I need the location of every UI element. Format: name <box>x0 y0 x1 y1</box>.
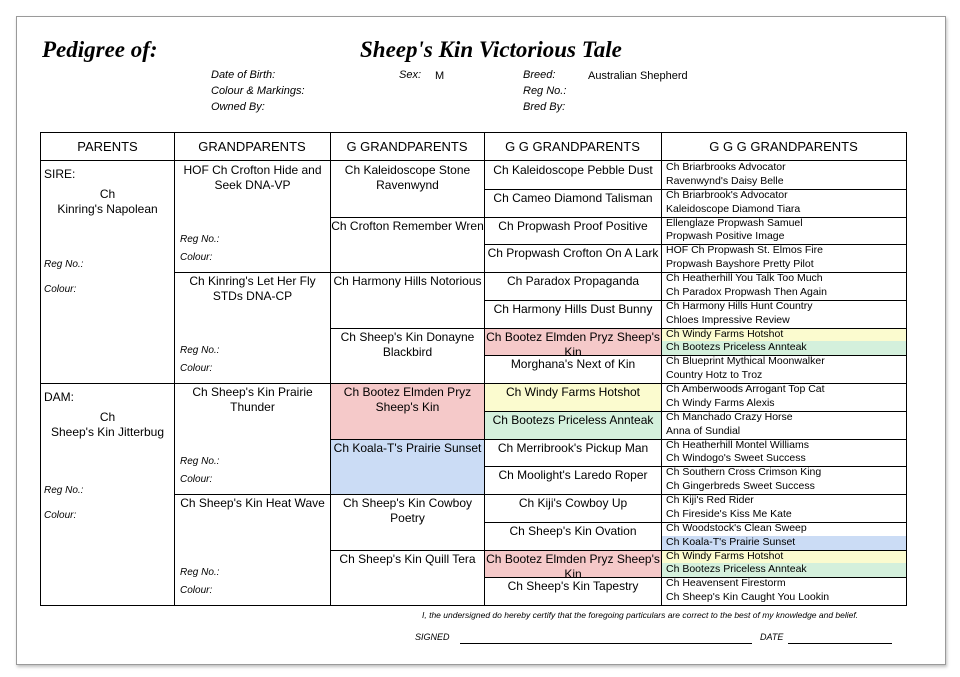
ggg-grandparent-cell: Propwash Positive Image <box>666 230 785 243</box>
grandparent-colour-label: Colour: <box>180 474 213 485</box>
dam-label: DAM: <box>44 390 74 404</box>
sex-value: M <box>435 70 445 82</box>
row-divider <box>330 383 484 384</box>
row-divider <box>661 466 906 467</box>
ggg-grandparent-cell: Ch Bootezs Priceless Annteak <box>662 341 906 355</box>
ggg-grandparent-cell: Ch Heavensent Firestorm <box>666 577 786 590</box>
ggg-grandparent-cell: Ch Windogo's Sweet Success <box>666 452 806 465</box>
dam-name: Sheep's Kin Jitterbug <box>50 425 165 439</box>
sire-entry <box>41 187 174 217</box>
row-divider <box>661 411 906 412</box>
row-divider <box>41 383 174 384</box>
ggg-grandparent-cell: Anna of Sundial <box>666 424 741 437</box>
sire-colour-label: Colour: <box>44 284 77 295</box>
gg-grandparent-cell: Ch Sheep's Kin Tapestry <box>507 579 639 594</box>
ggg-grandparent-cell: Ellenglaze Propwash Samuel <box>666 216 803 229</box>
row-divider <box>484 189 661 190</box>
row-divider <box>661 550 906 551</box>
ggg-grandparent-cell: Ch Blueprint Mythical Moonwalker <box>666 355 825 368</box>
dob-label: Date of Birth: <box>211 69 276 81</box>
gg-grandparent-cell: Ch Windy Farms Hotshot <box>485 383 661 411</box>
pedigree-table <box>40 132 907 606</box>
ggg-grandparent-cell: Ch Woodstock's Clean Sweep <box>666 521 807 534</box>
date-label: DATE <box>760 632 784 642</box>
grandparent-cell: Ch Sheep's Kin Prairie Thunder <box>192 385 313 414</box>
row-divider <box>484 328 661 329</box>
row-divider <box>661 439 906 440</box>
row-divider <box>484 466 661 467</box>
ggg-grandparent-cell: Ch Windy Farms Hotshot <box>662 328 906 342</box>
gg-grandparent-cell: Ch Kaleidoscope Pebble Dust <box>493 163 653 177</box>
ggg-grandparent-cell: Ch Gingerbreds Sweet Success <box>666 480 815 493</box>
row-divider <box>484 577 661 578</box>
signature-line[interactable] <box>460 643 752 644</box>
row-divider <box>661 383 906 384</box>
g-grandparent-cell: Ch Sheep's Kin Quill Tera <box>339 551 476 566</box>
grandparent-reg-label: Reg No.: <box>180 345 220 356</box>
ggg-grandparent-cell: Ch Windy Farms Hotshot <box>662 550 906 564</box>
dam-reg-label: Reg No.: <box>44 485 84 496</box>
row-divider <box>661 272 906 273</box>
colour-markings-label: Colour & Markings: <box>211 85 305 97</box>
g-grandparent-cell: Ch Kaleidoscope Stone Ravenwynd <box>344 163 471 192</box>
row-divider <box>661 577 906 578</box>
row-divider <box>330 550 484 551</box>
sire-name: Kinring's Napolean <box>57 202 158 216</box>
dam-entry <box>41 410 174 440</box>
grandparent-reg-label: Reg No.: <box>180 456 220 467</box>
row-divider <box>484 300 661 301</box>
gg-grandparent-cell: Ch Moolight's Laredo Roper <box>498 468 648 483</box>
row-divider <box>174 494 330 495</box>
row-divider <box>661 217 906 218</box>
row-divider <box>330 272 484 273</box>
gg-grandparent-cell: Ch Bootez Elmden Pryz Sheep's Kin <box>486 551 660 581</box>
gg-grandparent-cell: Ch Paradox Propaganda <box>506 274 640 288</box>
row-divider <box>484 494 661 495</box>
g-grandparent-cell: Ch Sheep's Kin Donayne Blackbird <box>340 329 475 359</box>
ggg-grandparent-cell: Ch Harmony Hills Hunt Country <box>666 299 813 312</box>
col-header-grandparents: GRANDPARENTS <box>174 133 330 161</box>
row-divider <box>174 383 330 384</box>
pedigree-of-label: Pedigree of: <box>42 37 158 62</box>
g-grandparent-cell: Ch Koala-T's Prairie Sunset <box>331 439 484 495</box>
sire-label: SIRE: <box>44 167 76 181</box>
gg-grandparent-cell: Ch Kiji's Cowboy Up <box>518 496 628 510</box>
col-header-parents: PARENTS <box>41 133 174 161</box>
dam-ch: Ch <box>99 410 116 424</box>
ggg-grandparent-cell: Country Hotz to Troz <box>666 369 763 382</box>
breed-label: Breed: <box>523 69 556 81</box>
row-divider <box>484 217 661 218</box>
gg-grandparent-cell: Morghana's Next of Kin <box>510 357 636 372</box>
row-divider <box>330 494 484 495</box>
ggg-grandparent-cell: Ch Fireside's Kiss Me Kate <box>666 507 792 520</box>
dog-name-title: Sheep's Kin Victorious Tale <box>360 37 622 62</box>
grandparent-cell: HOF Ch Crofton Hide and Seek DNA-VP <box>183 163 322 192</box>
row-divider <box>661 494 906 495</box>
gg-grandparent-cell: Ch Propwash Proof Positive <box>498 218 648 233</box>
ggg-grandparent-cell: Ch Heatherhill Montel Williams <box>666 438 809 451</box>
ggg-grandparent-cell: Ch Southern Cross Crimson King <box>666 466 822 479</box>
date-line[interactable] <box>788 643 892 644</box>
grandparent-colour-label: Colour: <box>180 252 213 263</box>
ggg-grandparent-cell: Ch Paradox Propwash Then Again <box>666 285 827 298</box>
ggg-grandparent-cell: Ch Heatherhill You Talk Too Much <box>666 272 823 284</box>
row-divider <box>484 411 661 412</box>
g-grandparent-cell: Ch Sheep's Kin Cowboy Poetry <box>342 496 473 525</box>
row-divider <box>661 300 906 301</box>
row-divider <box>484 355 661 356</box>
g-grandparent-cell: Ch Crofton Remember Wren <box>331 218 484 233</box>
bred-by-label: Bred By: <box>523 101 566 113</box>
ggg-grandparent-cell: Ch Kiji's Red Rider <box>666 494 754 506</box>
grandparent-cell: Ch Sheep's Kin Heat Wave <box>180 496 325 510</box>
sire-reg-label: Reg No.: <box>44 259 84 270</box>
grandparent-reg-label: Reg No.: <box>180 567 220 578</box>
ggg-grandparent-cell: Ch Windy Farms Alexis <box>666 396 775 409</box>
g-grandparent-cell: Ch Bootez Elmden Pryz Sheep's Kin <box>331 383 484 439</box>
ggg-grandparent-cell: Ch Briarbrook's Advocator <box>666 188 788 201</box>
gg-grandparent-cell: Ch Sheep's Kin Ovation <box>509 523 637 538</box>
row-divider <box>484 522 661 523</box>
certification-text: I, the undersigned do hereby certify that the foregoing particulars are correct to the best of my knowledge and belief. <box>422 610 859 620</box>
ggg-grandparent-cell: Ch Koala-T's Prairie Sunset <box>662 536 906 550</box>
row-divider <box>330 328 484 329</box>
ggg-grandparent-cell: Propwash Bayshore Pretty Pilot <box>666 258 814 271</box>
ggg-grandparent-cell: Chloes Impressive Review <box>666 313 790 326</box>
row-divider <box>330 439 484 440</box>
ggg-grandparent-cell: Ch Amberwoods Arrogant Top Cat <box>666 383 825 395</box>
reg-no-label: Reg No.: <box>523 85 567 97</box>
sire-ch: Ch <box>99 187 116 201</box>
signed-label: SIGNED <box>415 632 450 642</box>
ggg-grandparent-cell: Ravenwynd's Daisy Belle <box>666 174 784 187</box>
row-divider <box>174 272 330 273</box>
row-divider <box>484 550 661 551</box>
grandparent-colour-label: Colour: <box>180 363 213 374</box>
ggg-grandparent-cell: Kaleidoscope Diamond Tiara <box>666 202 801 215</box>
gg-grandparent-cell: Ch Merribrook's Pickup Man <box>497 440 649 455</box>
sex-label: Sex: <box>399 69 422 81</box>
row-divider <box>484 439 661 440</box>
ggg-grandparent-cell: Ch Sheep's Kin Caught You Lookin <box>666 591 830 604</box>
dam-colour-label: Colour: <box>44 510 77 521</box>
ggg-grandparent-cell: Ch Bootezs Priceless Annteak <box>662 563 906 577</box>
row-divider <box>661 244 906 245</box>
col-header-g-grandparents: G GRANDPARENTS <box>330 133 484 161</box>
row-divider <box>484 272 661 273</box>
gg-grandparent-cell: Ch Bootez Elmden Pryz Sheep's Kin <box>486 329 660 359</box>
ggg-grandparent-cell: Ch Briarbrooks Advocator <box>666 161 786 173</box>
breed-value: Australian Shepherd <box>588 70 688 82</box>
gg-grandparent-cell: Ch Harmony Hills Dust Bunny <box>493 301 653 316</box>
grandparent-cell: Ch Kinring's Let Her Fly STDs DNA-CP <box>189 274 316 303</box>
owned-by-label: Owned By: <box>211 101 265 113</box>
ggg-grandparent-cell: HOF Ch Propwash St. Elmos Fire <box>666 244 823 257</box>
row-divider <box>661 189 906 190</box>
row-divider <box>330 217 484 218</box>
row-divider <box>484 244 661 245</box>
col-header-ggg-grandparents: G G G GRANDPARENTS <box>661 133 906 161</box>
row-divider <box>661 328 906 329</box>
g-grandparent-cell: Ch Harmony Hills Notorious <box>333 274 482 288</box>
row-divider <box>661 355 906 356</box>
row-divider <box>661 522 906 523</box>
gg-grandparent-cell: Ch Bootezs Priceless Annteak <box>485 411 661 439</box>
gg-grandparent-cell: Ch Cameo Diamond Talisman <box>493 190 653 205</box>
grandparent-colour-label: Colour: <box>180 585 213 596</box>
ggg-grandparent-cell: Ch Manchado Crazy Horse <box>666 410 793 423</box>
grandparent-reg-label: Reg No.: <box>180 234 220 245</box>
gg-grandparent-cell: Ch Propwash Crofton On A Lark <box>487 246 659 261</box>
row-divider <box>484 383 661 384</box>
col-header-gg-grandparents: G G GRANDPARENTS <box>484 133 661 161</box>
